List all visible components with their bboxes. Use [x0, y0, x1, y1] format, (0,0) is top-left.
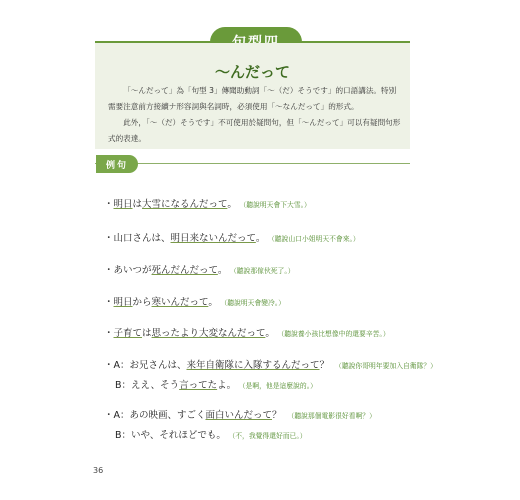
sentence-prefix: ・	[104, 297, 114, 308]
sentence-text: あいつが	[113, 265, 152, 276]
sentence-underlined: 明日来ないんだって	[170, 233, 256, 244]
translation: （聽說那傢伙死了。）	[233, 267, 295, 275]
sentence-text: は	[142, 328, 152, 339]
translation: （不，我覺得還好而已。）	[231, 432, 307, 440]
example-sentence	[104, 192, 311, 211]
sentence-underlined: 明日	[113, 297, 133, 308]
sentence-prefix: ・	[104, 328, 114, 339]
translation: （聽說明天會下大雪。）	[242, 201, 311, 209]
speaker-a-text: ・A：お兄さんは、	[104, 360, 187, 371]
speaker-b-text: B：ええ、そう	[115, 380, 180, 391]
sentence-end: 。	[265, 328, 275, 339]
sentence-prefix: ・	[104, 233, 114, 244]
page-number: 36	[93, 466, 104, 475]
example-sentence	[104, 290, 285, 309]
sentence-end: 。	[208, 297, 218, 308]
translation: （是啊，他是這麼說的。）	[242, 382, 317, 390]
sentence-end: 。	[227, 199, 237, 210]
intro-paragraph: 「〜んだって」為「句型 3」傳聞助動詞「〜（だ）そうです」的口語講法。特別需要注意前方接續ナ形容詞與名詞時，必須使用「〜なんだって」的形式。	[108, 86, 397, 111]
example-sentence	[104, 258, 295, 277]
dialogue-line-b	[115, 423, 307, 442]
sentence-underlined: 面白いんだって	[205, 410, 273, 421]
intro-box	[95, 43, 410, 149]
sentence-end: ？	[319, 360, 330, 371]
translation: （聽說那個電影很好看啊？）	[287, 412, 376, 420]
sentence-end: よ。	[217, 380, 237, 391]
speaker-b-text: B：いや、それほどでも	[115, 430, 217, 441]
sentence-underlined: 言ってた	[179, 380, 218, 391]
sentence-underlined: 明日	[113, 199, 133, 210]
translation: （聽說明天會變冷。）	[223, 299, 286, 307]
translation: （聽說山口小姐明天不會來。）	[271, 235, 360, 243]
example-sentence	[104, 321, 390, 340]
sentence-end: 。	[255, 233, 266, 244]
sentence-end: 。	[216, 430, 226, 441]
translation: （聽說養小孩比想像中的還要辛苦。）	[280, 330, 390, 338]
sentence-underlined: 大雪になるんだって	[142, 199, 228, 210]
examples-rule	[95, 163, 410, 164]
sentence-underlined: 子育て	[113, 328, 143, 339]
pattern-title: 〜んだって	[214, 63, 290, 81]
sentence-end: 。	[217, 265, 228, 276]
translation: （聽說你哥明年要加入自衛隊？）	[335, 362, 437, 370]
intro-paragraph: 此外，「〜（だ）そうです」不可使用於疑問句，但「〜んだって」可以有疑問句形式的表達。	[108, 118, 401, 143]
sentence-prefix: ・	[104, 265, 114, 276]
sentence-underlined: 死んだんだって	[151, 265, 218, 276]
examples-label: 例句	[96, 155, 138, 173]
sentence-underlined: 来年自衛隊に入隊するんだって	[186, 360, 320, 371]
sentence-underlined: 思ったより大変なんだって	[151, 328, 266, 339]
sentence-text: は	[132, 199, 143, 210]
sentence-prefix: ・	[104, 199, 114, 210]
sentence-text: 山口さんは、	[113, 233, 171, 244]
speaker-a-text: ・A：あの映画、すごく	[104, 410, 206, 421]
dialogue-line-b	[115, 373, 317, 392]
intro-text	[108, 83, 402, 147]
sentence-end: ？	[272, 410, 282, 421]
sentence-text: から	[132, 297, 152, 308]
example-sentence	[104, 226, 360, 245]
sentence-underlined: 寒いんだって	[151, 297, 209, 308]
dialogue-line-a	[104, 353, 437, 372]
dialogue-line-a	[104, 403, 376, 422]
